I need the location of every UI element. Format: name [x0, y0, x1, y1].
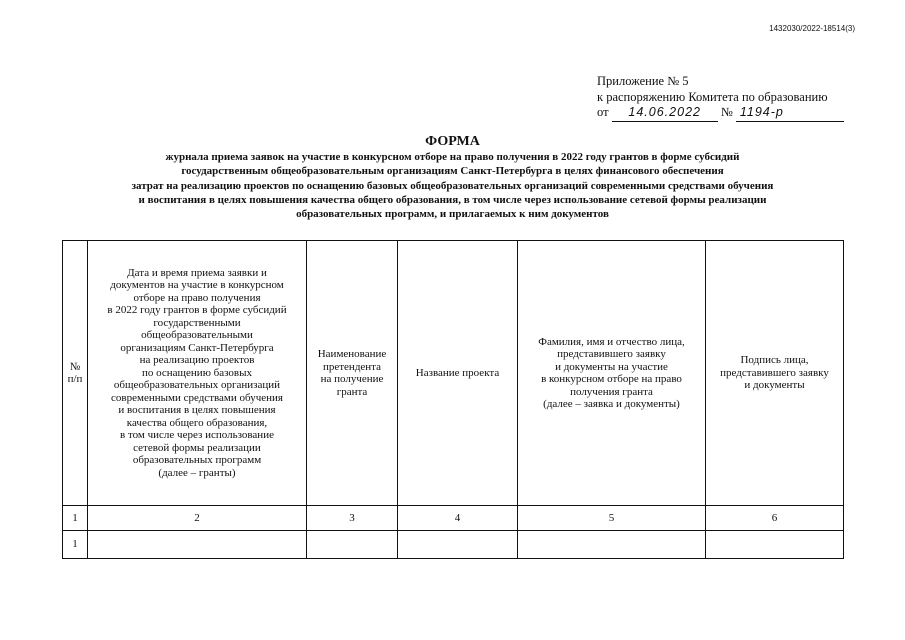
applicant-cell — [307, 531, 398, 559]
appendix-block — [597, 74, 844, 122]
table-row — [63, 531, 844, 559]
subtitle-line-2: государственным общеобразовательным организациям Санкт-Петербурга в целях финансового обеспечения — [181, 165, 724, 178]
representative-cell — [518, 531, 706, 559]
handwritten-date: 14.06.2022 — [612, 105, 718, 122]
column-number: 6 — [706, 506, 844, 531]
table-header-row — [63, 241, 844, 506]
appendix-line-1: Приложение № 5 — [597, 74, 689, 88]
header-signature: Подпись лица, представившего заявку и документы — [706, 241, 844, 506]
journal-table — [62, 240, 844, 559]
column-number: 5 — [518, 506, 706, 531]
column-numbers-row — [63, 506, 844, 531]
project-cell — [398, 531, 518, 559]
document-number: 1432030/2022-18514(3) — [769, 24, 855, 33]
column-number: 4 — [398, 506, 518, 531]
from-label: от — [597, 105, 609, 119]
handwritten-number: 1194-р — [736, 105, 844, 122]
header-applicant-name: Наименование претендента на получение гранта — [307, 241, 398, 506]
form-subtitle — [45, 150, 860, 221]
subtitle-line-4: и воспитания в целях повышения качества общего образования, в том числе через использование сетевой формы реализации — [138, 193, 767, 206]
subtitle-line-1: журнала приема заявок на участие в конкурсном отборе на право получения в 2022 году грантов в форме субсидий — [165, 151, 740, 163]
header-representative-name: Фамилия, имя и отчество лица, представившего заявку и документы на участие в конкурсном отборе на право получения гранта (далее – заявка и документы) — [518, 241, 706, 506]
column-number: 3 — [307, 506, 398, 531]
subtitle-line-5: образовательных программ, и прилагаемых к ним документов — [296, 208, 609, 221]
appendix-line-3 — [597, 105, 844, 122]
header-project-name: Название проекта — [398, 241, 518, 506]
row-number-cell: 1 — [63, 531, 88, 559]
signature-cell — [706, 531, 844, 559]
appendix-line-2: к распоряжению Комитета по образованию — [597, 89, 828, 104]
header-number: № п/п — [63, 241, 88, 506]
header-date-time: Дата и время приема заявки и документов на участие в конкурсном отборе на право получения в 2022 году грантов в форме субсидий государственными общеобразовательными организациям Санкт-Петербурга на реализацию проектов по оснащению базовых общеобразовательных организаций современными средствами обучения и воспитания в целях повышения качества общего образования, в том числе через использование сетевой формы реализации образовательных программ (далее – гранты) — [88, 241, 307, 506]
page-title: ФОРМА — [425, 134, 480, 149]
column-number: 2 — [88, 506, 307, 531]
date-time-cell — [88, 531, 307, 559]
column-number: 1 — [63, 506, 88, 531]
number-label: № — [720, 105, 733, 119]
subtitle-line-3: затрат на реализацию проектов по оснащению базовых общеобразовательных организаций современными средствами обучения — [131, 179, 774, 192]
